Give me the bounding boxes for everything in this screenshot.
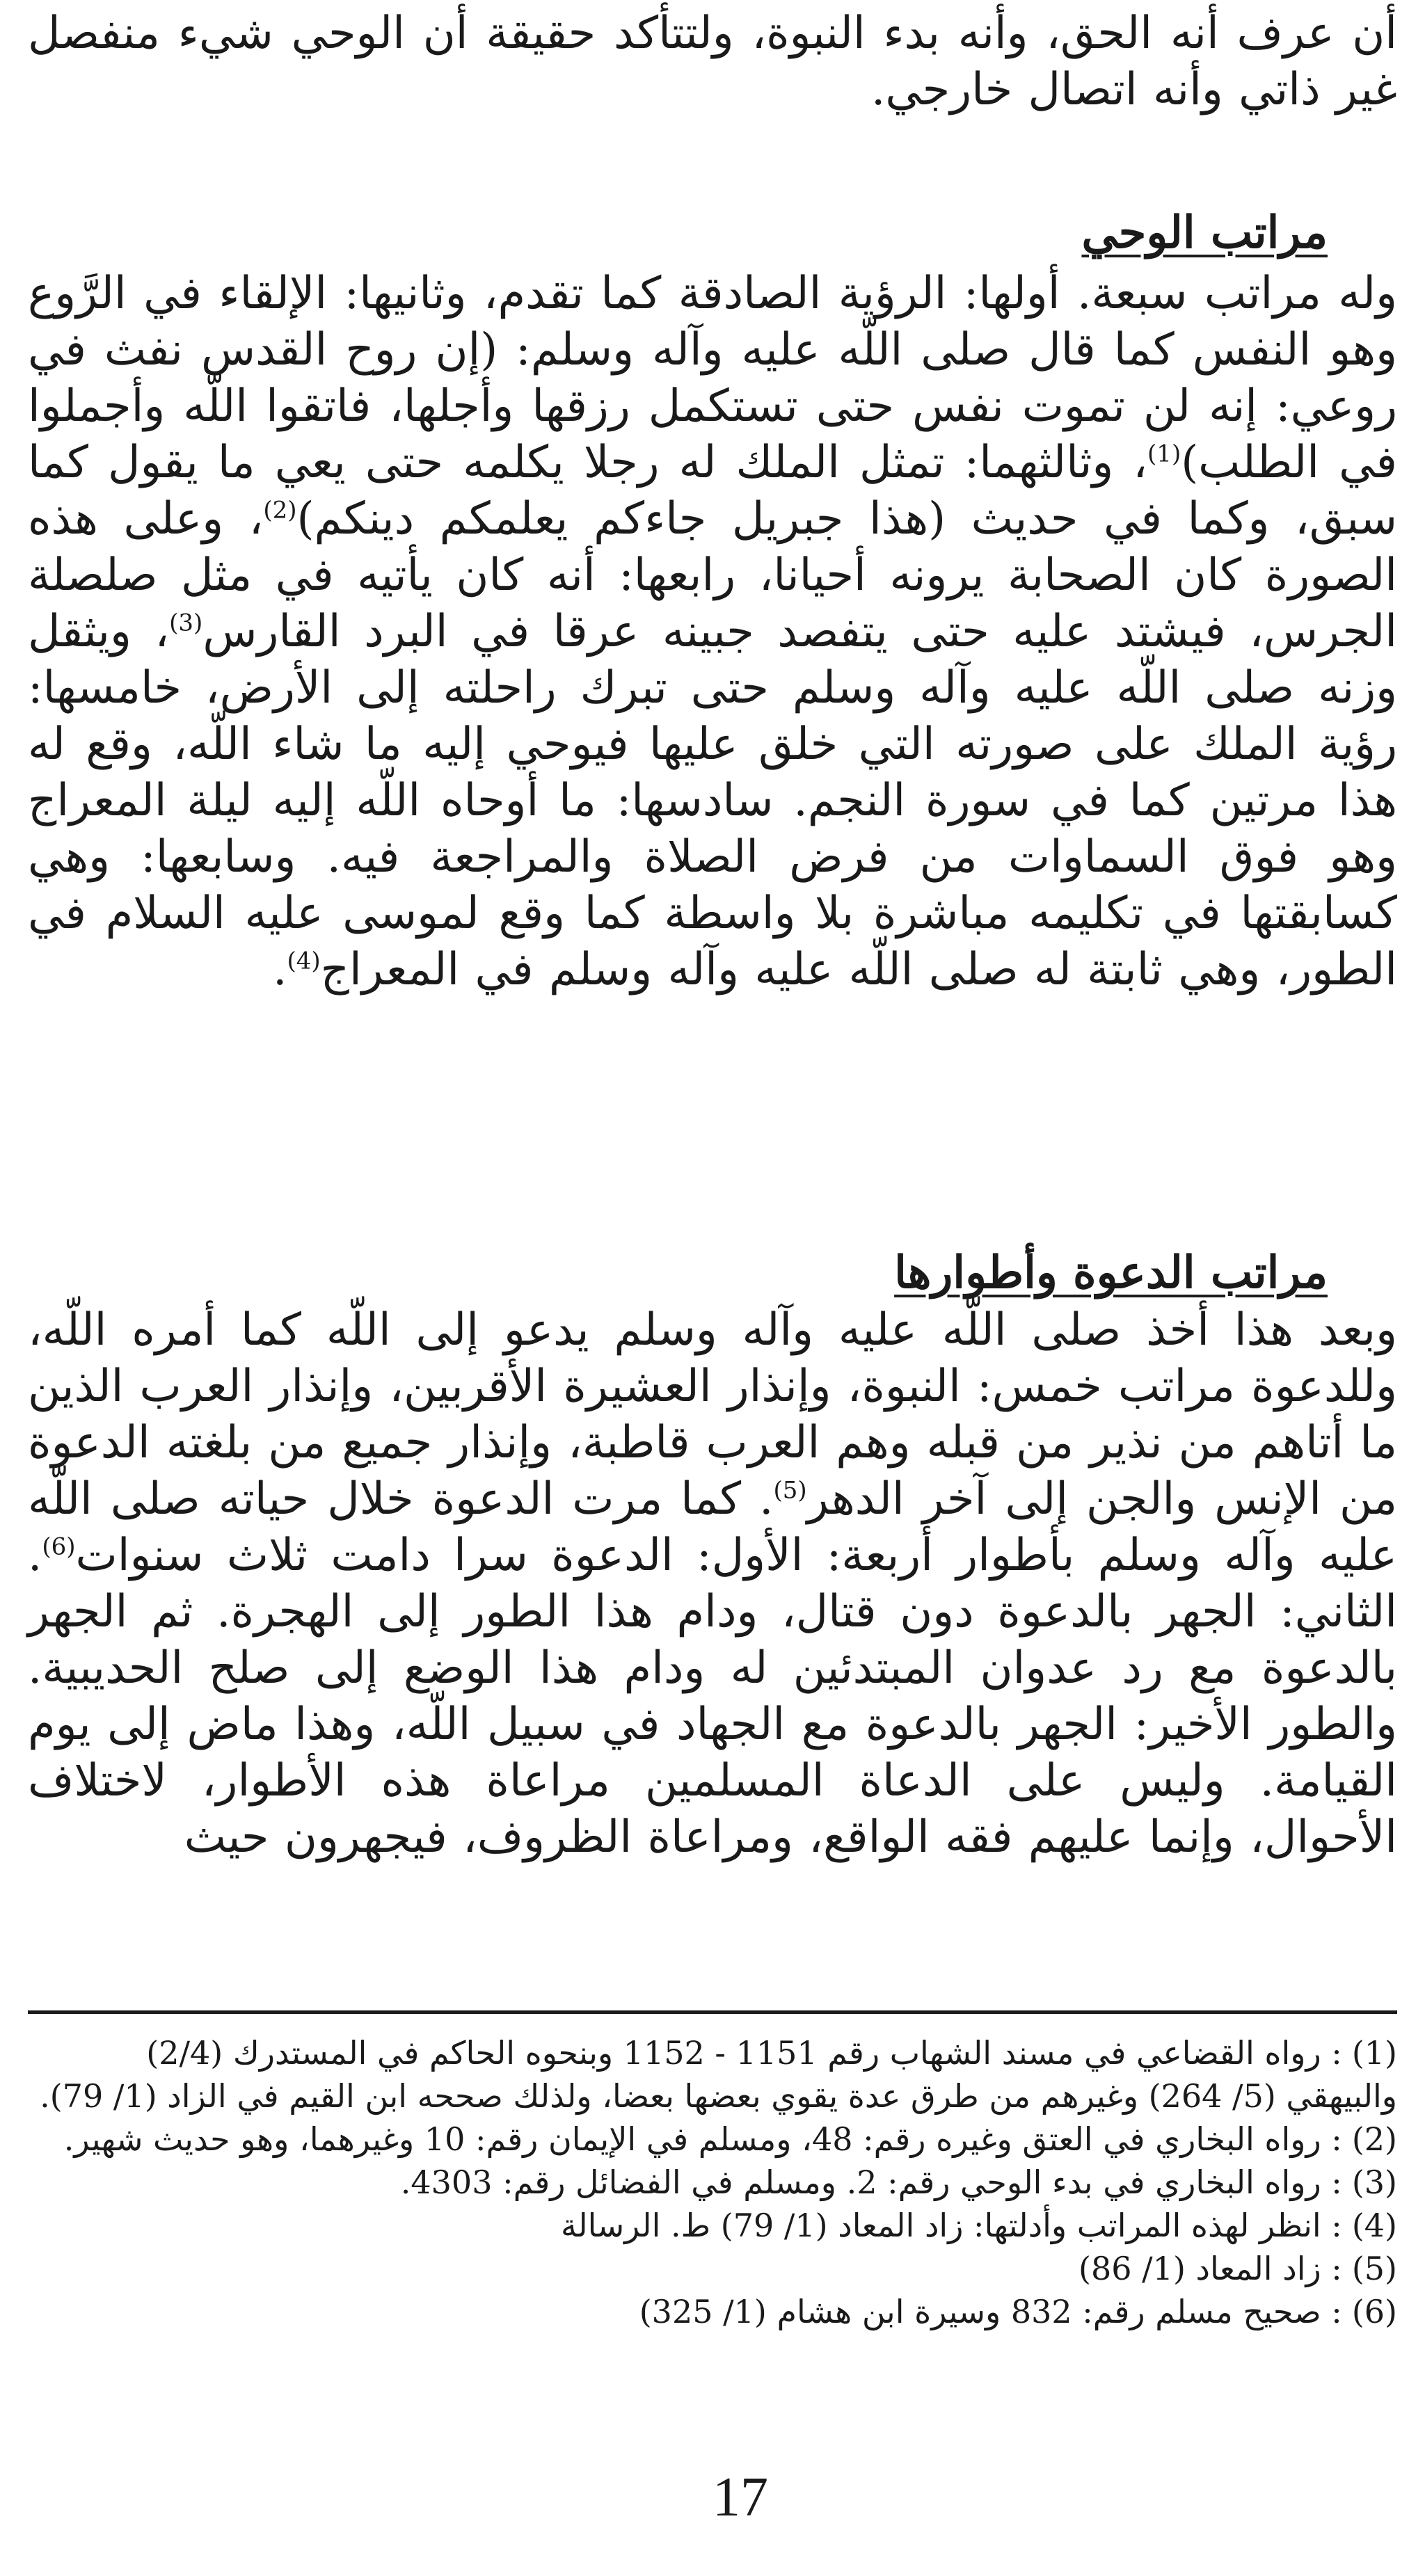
footnote-ref-6[interactable]: (6) [42,1533,76,1561]
section-heading-dawah-ranks: مراتب الدعوة وأطوارها [894,1247,1328,1299]
footnote-ref-3[interactable]: (3) [169,609,203,637]
footnote-5 [28,2247,1397,2290]
footnote-ref-1[interactable]: (1) [1147,440,1181,468]
intro-paragraph: أن عرف أنه الحق، وأنه بدء النبوة، ولتتأكد حقيقة أن الوحي شيء منفصل غير ذاتي وأنه اتصال خارجي. [28,8,1398,115]
footnote-text: : رواه القضاعي في مسند الشهاب رقم 1151 - 1152 وبنحوه الحاكم في المستدرك (2/4) والبيهقي (5/ 264) وغيرهم من طرق عدة يقوي بعضها بعضا، ولذلك صححه ابن القيم في الزاد (1/ 79). [40,2034,1397,2115]
footnote-number: (6) [1351,2293,1397,2330]
footnote-ref-5[interactable]: (5) [773,1476,807,1505]
footnote-text: : صحيح مسلم رقم: 832 وسيرة ابن هشام (1/ 325) [639,2293,1342,2330]
footnote-3 [28,2161,1397,2204]
footnote-ref-4[interactable]: (4) [287,947,321,975]
footnote-text: : زاد المعاد (1/ 86) [1078,2250,1342,2287]
paragraph-text: . كما مرت الدعوة خلال حياته صلى اللّه عليه وآله وسلم بأطوار أربعة: الأول: الدعوة سرا دامت ثلاث سنوات [28,1473,1397,1581]
footnote-6 [28,2290,1397,2333]
footnote-1 [28,2031,1397,2118]
paragraph-text: وله مراتب سبعة. أولها: الرؤية الصادقة كما تقدم، وثانيها: الإلقاء في الرَّوع وهو النفس كما قال صلى اللّه عليه وآله وسلم: (إن روح القدس نفث في روعي: إنه لن تموت نفس حتى تستكمل رزقها وأجلها، فاتقوا اللّه وأجملوا في الطلب) [28,268,1398,488]
footnote-ref-2[interactable]: (2) [263,496,297,525]
footnote-text: : رواه البخاري في بدء الوحي رقم: 2. ومسلم في الفضائل رقم: 4303. [400,2163,1342,2201]
paragraph-text: . [273,944,287,995]
footnote-number: (5) [1351,2250,1397,2287]
paragraph-text: ، وعلى هذه الصورة كان الصحابة يرونه أحيانا، رابعها: أنه كان يأتيه في مثل صلصلة الجرس، فيشتد عليه حتى يتفصد جبينه عرقا في البرد القارس [28,493,1398,657]
footnote-text: : رواه البخاري في العتق وغيره رقم: 48، ومسلم في الإيمان رقم: 10 وغيرهما، وهو حديث شهير. [63,2120,1342,2158]
footnotes-list [28,2031,1397,2333]
paragraph-text: ، وثالثهما: تمثل الملك له رجلا يكلمه حتى يعي ما يقول كما سبق، وكما في حديث (هذا جبريل جاءكم يعلمكم دينكم) [28,437,1398,545]
dawah-ranks-paragraph [28,1302,1397,1866]
paragraph-text: . الثاني: الجهر بالدعوة دون قتال، ودام هذا الطور إلى الهجرة. ثم الجهر بالدعوة مع رد عدوان المبتدئين له ودام هذا الوضع إلى صلح الحديبية. والطور الأخير: الجهر بالدعوة مع الجهاد في سبيل اللّه، وهذا ماض إلى يوم القيامة. وليس على الدعاة المسلمين مراعاة هذه الأطوار، لاختلاف الأحوال، وإنما عليهم فقه الواقع، ومراعاة الظروف، فيجهرون حيث [28,1530,1398,1863]
footnote-2 [28,2118,1397,2161]
footnote-number: (3) [1351,2163,1397,2201]
footnote-4 [28,2204,1397,2247]
footnote-number: (4) [1351,2207,1397,2244]
footnote-text: : انظر لهذه المراتب وأدلتها: زاد المعاد (1/ 79) ط. الرسالة [560,2207,1342,2244]
footnote-number: (2) [1351,2120,1397,2158]
page-number: 17 [712,2467,768,2528]
footnote-separator [28,2010,1397,2014]
footnote-number: (1) [1351,2034,1397,2072]
revelation-ranks-paragraph [28,266,1397,998]
paragraph-text: وبعد هذا أخذ صلى اللّه عليه وآله وسلم يدعو إلى اللّه كما أمره اللّه، وللدعوة مراتب خمس: النبوة، وإنذار العشيرة الأقربين، وإنذار العرب الذين ما أتاهم من نذير من قبله وهم العرب قاطبة، وإنذار جميع من بلغته الدعوة من الإنس والجن إلى آخر الدهر [28,1304,1398,1525]
paragraph-text: ، ويثقل وزنه صلى اللّه عليه وآله وسلم حتى تبرك راحلته إلى الأرض، خامسها: رؤية الملك على صورته التي خلق عليها فيوحي إليه ما شاء اللّه، وقع له هذا مرتين كما في سورة النجم. سادسها: ما أوحاه اللّه إليه ليلة المعراج وهو فوق السماوات من فرض الصلاة والمراجعة فيه. وسابعها: وهي كسابقتها في تكليمه مباشرة بلا واسطة كما وقع لموسى عليه السلام في الطور، وهي ثابتة له صلى اللّه عليه وآله وسلم في المعراج [28,606,1398,995]
book-page [28,0,1397,2576]
section-heading-revelation-ranks: مراتب الوحي [1081,207,1328,259]
